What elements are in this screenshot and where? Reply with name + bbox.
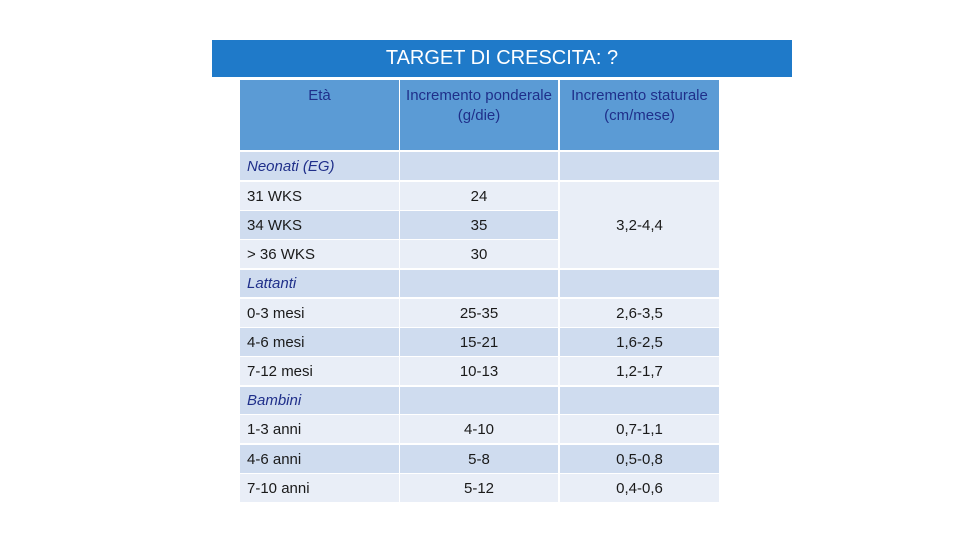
age-cell: 1-3 anni <box>240 415 399 443</box>
weight-cell: 5-12 <box>400 474 558 502</box>
table-header-row <box>240 80 719 150</box>
table-row <box>240 328 719 356</box>
table-row <box>240 357 719 385</box>
header-height-gain: Incremento staturale (cm/mese) <box>560 80 719 150</box>
weight-cell: 30 <box>400 240 558 268</box>
weight-cell: 24 <box>400 182 558 210</box>
height-cell: 1,6-2,5 <box>560 328 719 356</box>
section-row-lattanti <box>240 270 719 297</box>
section-label: Neonati (EG) <box>240 152 399 180</box>
section-row-neonati <box>240 152 719 180</box>
table-row <box>240 445 719 473</box>
age-cell: 34 WKS <box>240 211 399 239</box>
weight-cell: 35 <box>400 211 558 239</box>
section-label: Lattanti <box>240 270 399 297</box>
weight-cell: 15-21 <box>400 328 558 356</box>
weight-cell: 4-10 <box>400 415 558 443</box>
height-cell: 0,4-0,6 <box>560 474 719 502</box>
age-cell: > 36 WKS <box>240 240 399 268</box>
height-cell: 0,5-0,8 <box>560 445 719 473</box>
height-cell: 0,7-1,1 <box>560 415 719 443</box>
header-weight-gain: Incremento ponderale (g/die) <box>400 80 558 150</box>
slide-title: TARGET DI CRESCITA: ? <box>212 40 792 77</box>
weight-cell: 5-8 <box>400 445 558 473</box>
age-cell: 7-12 mesi <box>240 357 399 385</box>
weight-cell: 10-13 <box>400 357 558 385</box>
age-cell: 4-6 anni <box>240 445 399 473</box>
height-merged-cell: 3,2-4,4 <box>560 182 719 268</box>
table-row <box>240 415 719 443</box>
height-cell: 2,6-3,5 <box>560 299 719 327</box>
age-cell: 4-6 mesi <box>240 328 399 356</box>
section-label: Bambini <box>240 387 399 414</box>
age-cell: 7-10 anni <box>240 474 399 502</box>
age-cell: 0-3 mesi <box>240 299 399 327</box>
growth-target-table <box>240 80 719 503</box>
table-row <box>240 299 719 327</box>
header-age: Età <box>240 80 399 150</box>
table-row <box>240 474 719 502</box>
height-cell: 1,2-1,7 <box>560 357 719 385</box>
weight-cell: 25-35 <box>400 299 558 327</box>
age-cell: 31 WKS <box>240 182 399 210</box>
section-row-bambini <box>240 387 719 414</box>
